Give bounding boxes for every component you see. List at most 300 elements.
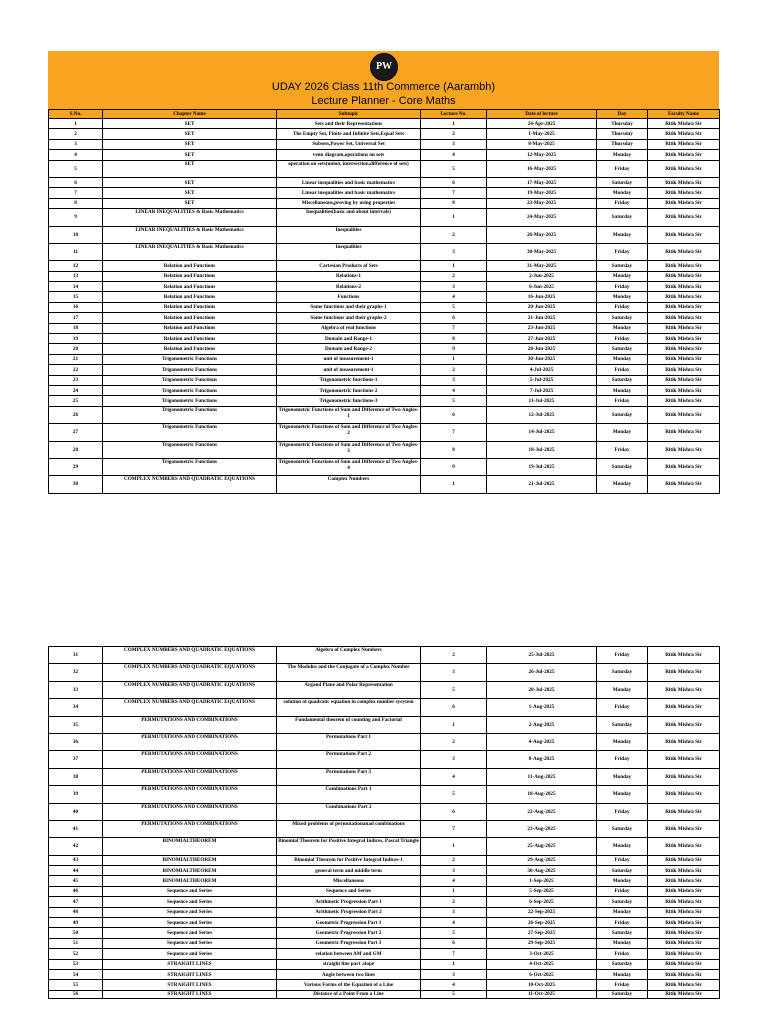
cell-faculty: Ritik Mishra Sir [648, 313, 720, 323]
lecture-table-1 [48, 109, 720, 494]
table-row [49, 292, 720, 302]
cell-chapter: COMPLEX NUMBERS AND QUADRATIC EQUATIONS [103, 647, 277, 664]
cell-sno: 42 [49, 838, 103, 855]
cell-sno: 33 [49, 681, 103, 698]
table-row [49, 129, 720, 139]
planner-page-1 [48, 51, 719, 494]
planner-subtitle: Lecture Planner - Core Maths [311, 95, 456, 107]
cell-chapter: STRAIGHT LINES [103, 980, 277, 990]
table-row [49, 897, 720, 907]
cell-sno: 37 [49, 751, 103, 768]
cell-lecture-no: 1 [421, 209, 487, 226]
table-row [49, 198, 720, 208]
cell-lecture-no: 2 [421, 897, 487, 907]
cell-date: 5-Jul-2025 [487, 375, 597, 385]
cell-chapter: STRAIGHT LINES [103, 990, 277, 998]
header-banner [48, 51, 719, 109]
cell-day: Friday [597, 647, 648, 664]
cell-faculty: Ritik Mishra Sir [648, 838, 720, 855]
lecture-table-2 [48, 646, 720, 999]
cell-sno: 46 [49, 886, 103, 896]
cell-subtopic: Trigonometric functions-2 [277, 385, 421, 395]
cell-faculty: Ritik Mishra Sir [648, 886, 720, 896]
cell-lecture-no: 6 [421, 699, 487, 716]
cell-subtopic: Arithmetic Progression Part 2 [277, 907, 421, 917]
cell-day: Monday [597, 292, 648, 302]
cell-sno: 15 [49, 292, 103, 302]
cell-day: Friday [597, 198, 648, 208]
cell-subtopic: Permutations Part 2 [277, 751, 421, 768]
cell-day: Friday [597, 886, 648, 896]
cell-day: Friday [597, 751, 648, 768]
cell-faculty: Ritik Mishra Sir [648, 424, 720, 441]
cell-faculty: Ritik Mishra Sir [648, 803, 720, 820]
cell-sno: 56 [49, 990, 103, 998]
table-row [49, 876, 720, 886]
col-header-subtopic: Subtopic [277, 110, 421, 119]
cell-lecture-no: 6 [421, 938, 487, 948]
cell-chapter: SET [103, 129, 277, 139]
cell-lecture-no: 4 [421, 876, 487, 886]
cell-faculty: Ritik Mishra Sir [648, 198, 720, 208]
table-row [49, 424, 720, 441]
table-row [49, 928, 720, 938]
cell-chapter: COMPLEX NUMBERS AND QUADRATIC EQUATIONS [103, 681, 277, 698]
cell-subtopic: Algebra of Complex Numbers [277, 647, 421, 664]
cell-chapter: LINEAR INEQUALITIES & Basic Mathematics [103, 243, 277, 260]
cell-faculty: Ritik Mishra Sir [648, 385, 720, 395]
cell-day: Friday [597, 699, 648, 716]
cell-day: Monday [597, 424, 648, 441]
cell-chapter: Trigonometric Functions [103, 406, 277, 423]
cell-lecture-no: 7 [421, 820, 487, 837]
cell-sno: 22 [49, 365, 103, 375]
cell-day: Friday [597, 980, 648, 990]
col-header-date: Date of lecture [487, 110, 597, 119]
cell-subtopic: Algebra of real functions [277, 323, 421, 333]
table-row [49, 855, 720, 865]
cell-subtopic: Trigonometric functions-3 [277, 396, 421, 406]
cell-day: Thursday [597, 129, 648, 139]
cell-date: 27-Sep-2025 [487, 928, 597, 938]
cell-faculty: Ritik Mishra Sir [648, 160, 720, 177]
table-header-row [49, 110, 720, 119]
table-row [49, 406, 720, 423]
cell-lecture-no: 5 [421, 990, 487, 998]
cell-day: Saturday [597, 261, 648, 271]
cell-faculty: Ritik Mishra Sir [648, 150, 720, 160]
cell-date: 18-Aug-2025 [487, 786, 597, 803]
cell-faculty: Ritik Mishra Sir [648, 733, 720, 750]
cell-lecture-no: 2 [421, 647, 487, 664]
cell-sno: 3 [49, 139, 103, 149]
table-row [49, 647, 720, 664]
cell-date: 11-Jul-2025 [487, 396, 597, 406]
cell-subtopic: Miscellaneous [277, 876, 421, 886]
cell-subtopic: Geometric Progression Part 1 [277, 918, 421, 928]
cell-sno: 21 [49, 354, 103, 364]
cell-lecture-no: 9 [421, 344, 487, 354]
cell-sno: 41 [49, 820, 103, 837]
cell-day: Monday [597, 226, 648, 243]
cell-subtopic: The Empty Set, Finite and Infinite Sets,Equal Sets [277, 129, 421, 139]
table-row [49, 243, 720, 260]
cell-subtopic: Relations-2 [277, 282, 421, 292]
col-header-faculty: Faculty Name [648, 110, 720, 119]
cell-lecture-no: 5 [421, 928, 487, 938]
cell-subtopic: Mixed problems of permutationanad combinations [277, 820, 421, 837]
table-row [49, 699, 720, 716]
cell-subtopic: Linear inequalities and basic mathematics [277, 188, 421, 198]
cell-chapter: SET [103, 119, 277, 129]
cell-chapter: SET [103, 139, 277, 149]
table-row [49, 886, 720, 896]
cell-date: 10-Oct-2025 [487, 980, 597, 990]
cell-faculty: Ritik Mishra Sir [648, 323, 720, 333]
table-row [49, 716, 720, 733]
cell-subtopic: unit of measurement-1 [277, 354, 421, 364]
cell-faculty: Ritik Mishra Sir [648, 938, 720, 948]
cell-day: Saturday [597, 177, 648, 187]
cell-lecture-no: 8 [421, 441, 487, 458]
cell-chapter: Trigonometric Functions [103, 396, 277, 406]
table-row [49, 990, 720, 998]
cell-subtopic: Inequalities(basic and about intervals) [277, 209, 421, 226]
cell-chapter: Relation and Functions [103, 323, 277, 333]
cell-faculty: Ritik Mishra Sir [648, 344, 720, 354]
cell-subtopic: Functions [277, 292, 421, 302]
cell-day: Monday [597, 385, 648, 395]
cell-lecture-no: 3 [421, 866, 487, 876]
cell-sno: 20 [49, 344, 103, 354]
cell-lecture-no: 1 [421, 838, 487, 855]
cell-sno: 5 [49, 160, 103, 177]
cell-lecture-no: 3 [421, 969, 487, 979]
cell-faculty: Ritik Mishra Sir [648, 876, 720, 886]
table-row [49, 866, 720, 876]
cell-day: Saturday [597, 209, 648, 226]
cell-chapter: BINOMIALTHEOREM [103, 838, 277, 855]
cell-date: 14-Jul-2025 [487, 424, 597, 441]
cell-subtopic: Distance of a Point From a Line [277, 990, 421, 998]
table-row [49, 733, 720, 750]
cell-faculty: Ritik Mishra Sir [648, 918, 720, 928]
cell-sno: 45 [49, 876, 103, 886]
cell-day: Monday [597, 476, 648, 493]
cell-subtopic: Domain and Range-1 [277, 334, 421, 344]
cell-sno: 31 [49, 647, 103, 664]
cell-date: 23-Aug-2025 [487, 820, 597, 837]
cell-faculty: Ritik Mishra Sir [648, 292, 720, 302]
cell-chapter: PERMUTATIONS AND COMBINATIONS [103, 733, 277, 750]
cell-lecture-no: 5 [421, 681, 487, 698]
table-row [49, 969, 720, 979]
cell-lecture-no: 3 [421, 282, 487, 292]
table-row [49, 119, 720, 129]
cell-day: Saturday [597, 458, 648, 475]
cell-faculty: Ritik Mishra Sir [648, 226, 720, 243]
cell-chapter: PERMUTATIONS AND COMBINATIONS [103, 768, 277, 785]
cell-sno: 23 [49, 375, 103, 385]
cell-chapter: Relation and Functions [103, 334, 277, 344]
cell-chapter: Sequence and Series [103, 897, 277, 907]
cell-subtopic: Some functions and their graphs-1 [277, 302, 421, 312]
cell-lecture-no: 1 [421, 886, 487, 896]
cell-date: 22-Sep-2025 [487, 907, 597, 917]
cell-date: 26-May-2025 [487, 226, 597, 243]
cell-chapter: Relation and Functions [103, 282, 277, 292]
cell-lecture-no: 4 [421, 980, 487, 990]
cell-subtopic: Argand Plane and Polar Representation [277, 681, 421, 698]
cell-sno: 19 [49, 334, 103, 344]
cell-date: 5-Sep-2025 [487, 886, 597, 896]
cell-date: 6-Sep-2025 [487, 897, 597, 907]
cell-subtopic: Domain and Range-2 [277, 344, 421, 354]
cell-chapter: Trigonometric Functions [103, 365, 277, 375]
table-row [49, 458, 720, 475]
table-row [49, 209, 720, 226]
cell-sno: 4 [49, 150, 103, 160]
cell-sno: 28 [49, 441, 103, 458]
cell-lecture-no: 1 [421, 959, 487, 969]
cell-chapter: PERMUTATIONS AND COMBINATIONS [103, 786, 277, 803]
cell-chapter: COMPLEX NUMBERS AND QUADRATIC EQUATIONS [103, 664, 277, 681]
table-row [49, 334, 720, 344]
cell-chapter: LINEAR INEQUALITIES & Basic Mathematics [103, 209, 277, 226]
cell-sno: 6 [49, 177, 103, 187]
cell-lecture-no: 7 [421, 323, 487, 333]
table-row [49, 396, 720, 406]
table-row [49, 907, 720, 917]
cell-sno: 35 [49, 716, 103, 733]
table-row [49, 139, 720, 149]
cell-date: 2-Aug-2025 [487, 716, 597, 733]
cell-sno: 9 [49, 209, 103, 226]
cell-sno: 10 [49, 226, 103, 243]
table-row [49, 282, 720, 292]
table-row [49, 949, 720, 959]
cell-day: Friday [597, 918, 648, 928]
cell-date: 17-May-2025 [487, 177, 597, 187]
table-row [49, 476, 720, 493]
cell-lecture-no: 7 [421, 424, 487, 441]
cell-subtopic: Trigonometric Functions of Sum and Difference of Two Angles-2 [277, 424, 421, 441]
cell-chapter: Sequence and Series [103, 886, 277, 896]
cell-subtopic: operation on sets(union, intersection,difference of sets) [277, 160, 421, 177]
cell-date: 3-Oct-2025 [487, 949, 597, 959]
cell-day: Saturday [597, 820, 648, 837]
cell-faculty: Ritik Mishra Sir [648, 980, 720, 990]
cell-lecture-no: 2 [421, 226, 487, 243]
cell-date: 2-Jun-2025 [487, 271, 597, 281]
cell-subtopic: Combinations Part 2 [277, 803, 421, 820]
cell-date: 19-Jul-2025 [487, 458, 597, 475]
cell-faculty: Ritik Mishra Sir [648, 188, 720, 198]
cell-lecture-no: 6 [421, 177, 487, 187]
cell-date: 16-Jun-2025 [487, 292, 597, 302]
cell-date: 8-May-2025 [487, 139, 597, 149]
cell-subtopic: Miscellaneous,proving by using properties [277, 198, 421, 208]
cell-faculty: Ritik Mishra Sir [648, 396, 720, 406]
cell-date: 19-May-2025 [487, 188, 597, 198]
cell-lecture-no: 5 [421, 302, 487, 312]
cell-sno: 24 [49, 385, 103, 395]
cell-date: 6-Jun-2025 [487, 282, 597, 292]
cell-chapter: Trigonometric Functions [103, 424, 277, 441]
cell-chapter: BINOMIALTHEOREM [103, 866, 277, 876]
table-row [49, 959, 720, 969]
cell-chapter: Relation and Functions [103, 302, 277, 312]
cell-sno: 17 [49, 313, 103, 323]
cell-date: 23-Jun-2025 [487, 323, 597, 333]
cell-chapter: COMPLEX NUMBERS AND QUADRATIC EQUATIONS [103, 476, 277, 493]
cell-sno: 51 [49, 938, 103, 948]
cell-sno: 30 [49, 476, 103, 493]
table-row [49, 226, 720, 243]
cell-faculty: Ritik Mishra Sir [648, 768, 720, 785]
cell-faculty: Ritik Mishra Sir [648, 866, 720, 876]
cell-lecture-no: 5 [421, 396, 487, 406]
cell-subtopic: Inequalities [277, 226, 421, 243]
cell-date: 12-May-2025 [487, 150, 597, 160]
cell-faculty: Ritik Mishra Sir [648, 209, 720, 226]
col-header-chapter: Chapter Name [103, 110, 277, 119]
cell-faculty: Ritik Mishra Sir [648, 375, 720, 385]
cell-sno: 2 [49, 129, 103, 139]
cell-day: Monday [597, 323, 648, 333]
cell-lecture-no: 1 [421, 261, 487, 271]
cell-faculty: Ritik Mishra Sir [648, 354, 720, 364]
cell-chapter: STRAIGHT LINES [103, 969, 277, 979]
cell-faculty: Ritik Mishra Sir [648, 243, 720, 260]
cell-day: Thursday [597, 119, 648, 129]
cell-subtopic: Binomial Theorem for Positive Integral Indices-1 [277, 855, 421, 865]
cell-lecture-no: 5 [421, 786, 487, 803]
table-row [49, 681, 720, 698]
cell-faculty: Ritik Mishra Sir [648, 476, 720, 493]
cell-faculty: Ritik Mishra Sir [648, 664, 720, 681]
cell-lecture-no: 7 [421, 949, 487, 959]
cell-faculty: Ritik Mishra Sir [648, 139, 720, 149]
cell-sno: 26 [49, 406, 103, 423]
cell-chapter: PERMUTATIONS AND COMBINATIONS [103, 751, 277, 768]
cell-day: Friday [597, 803, 648, 820]
cell-subtopic: The Modulus and the Conjugate of a Complex Number [277, 664, 421, 681]
cell-subtopic: Combinations Part 1 [277, 786, 421, 803]
cell-lecture-no: 1 [421, 119, 487, 129]
cell-sno: 47 [49, 897, 103, 907]
col-header-sno: S.No. [49, 110, 103, 119]
cell-date: 26-Jul-2025 [487, 664, 597, 681]
cell-sno: 39 [49, 786, 103, 803]
cell-chapter: Sequence and Series [103, 928, 277, 938]
cell-day: Saturday [597, 406, 648, 423]
cell-sno: 13 [49, 271, 103, 281]
cell-day: Saturday [597, 344, 648, 354]
cell-lecture-no: 6 [421, 313, 487, 323]
cell-subtopic: Geometric Progression Part 3 [277, 938, 421, 948]
cell-sno: 25 [49, 396, 103, 406]
cell-faculty: Ritik Mishra Sir [648, 302, 720, 312]
cell-date: 24-Apr-2025 [487, 119, 597, 129]
cell-subtopic: Fundamental theorem of counting and Factorial [277, 716, 421, 733]
cell-date: 8-Aug-2025 [487, 751, 597, 768]
table-row [49, 938, 720, 948]
cell-faculty: Ritik Mishra Sir [648, 681, 720, 698]
table-row [49, 820, 720, 837]
cell-sno: 16 [49, 302, 103, 312]
cell-lecture-no: 2 [421, 855, 487, 865]
cell-day: Friday [597, 855, 648, 865]
cell-subtopic: straight line part ,slope [277, 959, 421, 969]
table-row [49, 261, 720, 271]
cell-lecture-no: 1 [421, 354, 487, 364]
cell-faculty: Ritik Mishra Sir [648, 647, 720, 664]
cell-subtopic: Sequence and Series [277, 886, 421, 896]
table-row [49, 664, 720, 681]
cell-sno: 32 [49, 664, 103, 681]
cell-chapter: Trigonometric Functions [103, 385, 277, 395]
table-row [49, 768, 720, 785]
cell-faculty: Ritik Mishra Sir [648, 959, 720, 969]
cell-sno: 54 [49, 969, 103, 979]
cell-subtopic: venn diagram,operations on sets [277, 150, 421, 160]
cell-faculty: Ritik Mishra Sir [648, 897, 720, 907]
cell-date: 29-Sep-2025 [487, 938, 597, 948]
cell-subtopic: relation between AM and GM [277, 949, 421, 959]
cell-sno: 34 [49, 699, 103, 716]
cell-day: Friday [597, 282, 648, 292]
cell-date: 31-May-2025 [487, 261, 597, 271]
cell-subtopic: Inequalities [277, 243, 421, 260]
cell-subtopic: Trigonometric Functions of Sum and Difference of Two Angles-3 [277, 441, 421, 458]
cell-chapter: Relation and Functions [103, 344, 277, 354]
cell-date: 26-Sep-2025 [487, 918, 597, 928]
cell-date: 21-Jul-2025 [487, 476, 597, 493]
cell-subtopic: Trigonometric functions-1 [277, 375, 421, 385]
cell-chapter: Sequence and Series [103, 918, 277, 928]
cell-lecture-no: 3 [421, 664, 487, 681]
cell-date: 25-Jul-2025 [487, 647, 597, 664]
cell-date: 20-Jun-2025 [487, 302, 597, 312]
cell-day: Friday [597, 396, 648, 406]
cell-lecture-no: 2 [421, 129, 487, 139]
cell-date: 4-Jul-2025 [487, 365, 597, 375]
table-row [49, 313, 720, 323]
cell-date: 28-Jun-2025 [487, 344, 597, 354]
cell-subtopic: unit of measurement-1 [277, 365, 421, 375]
cell-lecture-no: 1 [421, 716, 487, 733]
cell-sno: 38 [49, 768, 103, 785]
cell-sno: 43 [49, 855, 103, 865]
cell-date: 27-Jun-2025 [487, 334, 597, 344]
cell-faculty: Ritik Mishra Sir [648, 716, 720, 733]
cell-faculty: Ritik Mishra Sir [648, 334, 720, 344]
cell-chapter: SET [103, 150, 277, 160]
cell-subtopic: Cartesian Products of Sets [277, 261, 421, 271]
cell-day: Saturday [597, 866, 648, 876]
cell-faculty: Ritik Mishra Sir [648, 699, 720, 716]
cell-day: Monday [597, 188, 648, 198]
cell-faculty: Ritik Mishra Sir [648, 458, 720, 475]
cell-faculty: Ritik Mishra Sir [648, 261, 720, 271]
cell-day: Saturday [597, 716, 648, 733]
cell-chapter: Relation and Functions [103, 292, 277, 302]
table-row [49, 160, 720, 177]
cell-sno: 52 [49, 949, 103, 959]
cell-date: 30-Aug-2025 [487, 866, 597, 876]
cell-faculty: Ritik Mishra Sir [648, 129, 720, 139]
